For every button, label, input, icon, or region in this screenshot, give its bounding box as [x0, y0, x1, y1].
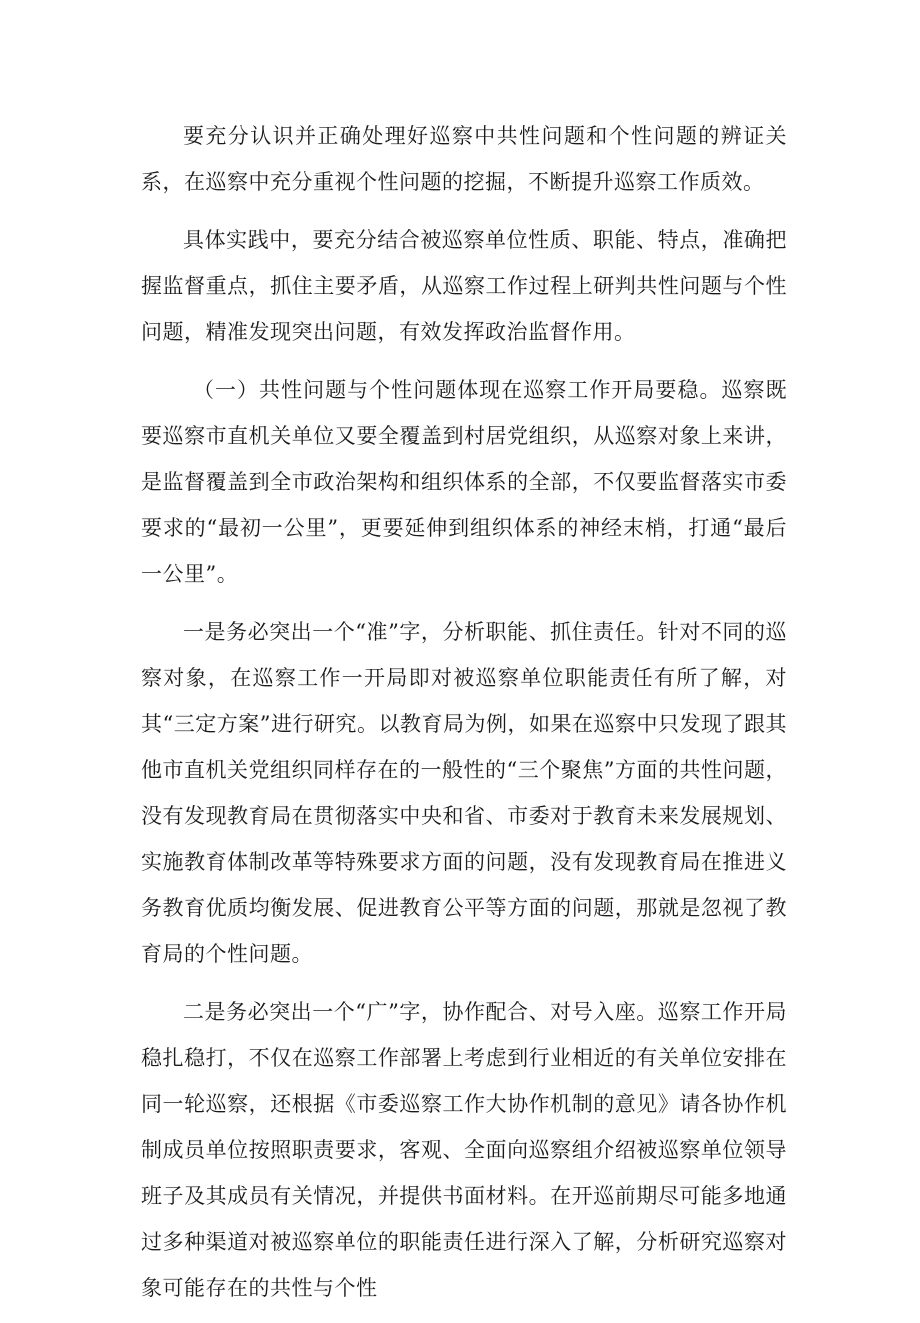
paragraph-point-one: 一是务必突出一个“准”字，分析职能、抓住责任。针对不同的巡察对象，在巡察工作一开局即对被巡察单位职能责任有所了解，对其“三定方案”进行研究。以教育局为例，如果在巡察中只发现了跟其他市直机关党组织同样存在的一般性的“三个聚焦”方面的共性问题，没有发现教育局在贯彻落实中央和省、市委对于教育未来发展规划、实施教育体制改革等特殊要求方面的问题，没有发现教育局在推进义务教育优质均衡发展、促进教育公平等方面的问题，那就是忽视了教育局的个性问题。 [141, 620, 787, 966]
document-body [141, 113, 787, 1323]
paragraph-section-one: （一）共性问题与个性问题体现在巡察工作开局要稳。巡察既要巡察市直机关单位又要全覆盖到村居党组织，从巡察对象上来讲，是监督覆盖到全市政治架构和组织体系的全部，不仅要监督落实市委要求的“最初一公里”，更要延伸到组织体系的神经末梢，打通“最后一公里”。 [141, 378, 787, 586]
paragraph-intro: 要充分认识并正确处理好巡察中共性问题和个性问题的辨证关系，在巡察中充分重视个性问题的挖掘，不断提升巡察工作质效。 [141, 124, 787, 194]
paragraph-point-two: 二是务必突出一个“广”字，协作配合、对号入座。巡察工作开局稳扎稳打，不仅在巡察工作部署上考虑到行业相近的有关单位安排在同一轮巡察，还根据《市委巡察工作大协作机制的意见》请各协作机制成员单位按照职责要求，客观、全面向巡察组介绍被巡察单位领导班子及其成员有关情况，并提供书面材料。在开巡前期尽可能多地通过多种渠道对被巡察单位的职能责任进行深入了解，分析研究巡察对象可能存在的共性与个性 [141, 1000, 787, 1300]
paragraph-practice: 具体实践中，要充分结合被巡察单位性质、职能、特点，准确把握监督重点，抓住主要矛盾，从巡察工作过程上研判共性问题与个性问题，精准发现突出问题，有效发挥政治监督作用。 [141, 228, 787, 344]
